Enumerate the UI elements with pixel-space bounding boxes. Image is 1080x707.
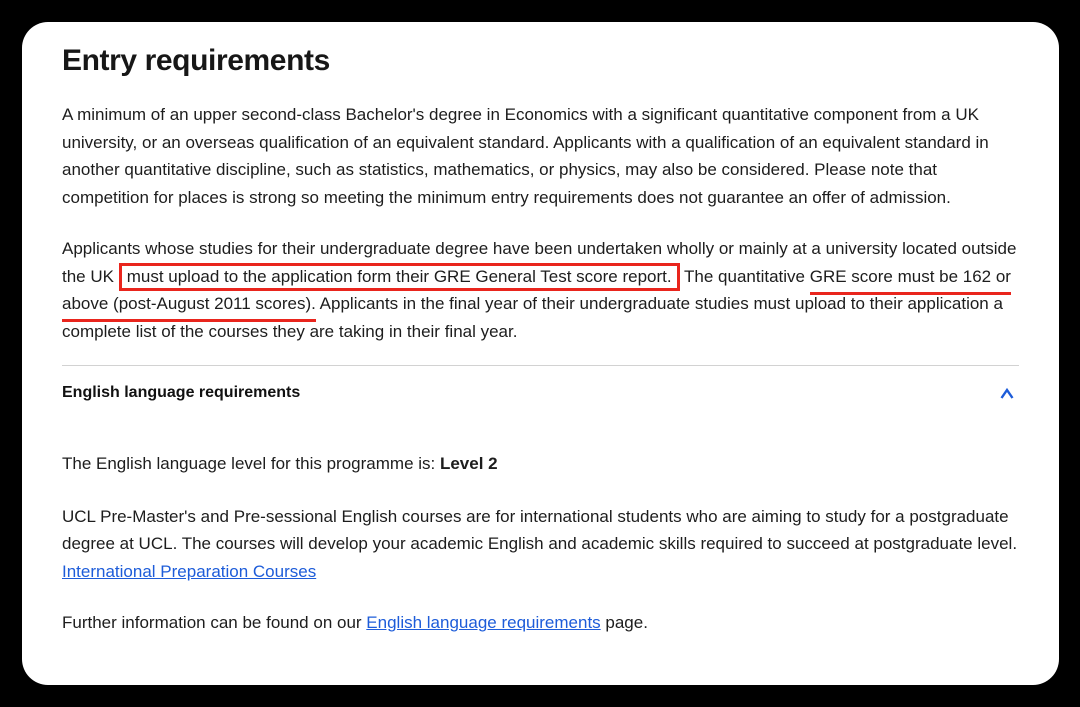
entry-requirements-paragraph [62, 101, 1019, 211]
entry-requirements-text: A minimum of an upper second-class Bachelor's degree in Economics with a significant quantitative component from a UK university, or an overseas qualification of an equivalent standard. Applicants with a qualification of an equivalent standard in another quantitative discipline, such as statistics, mathematics, or physics, may also be considered. Please note that competition for places is strong so meeting the minimum entry requirements does not guarantee an offer of admission. [62, 105, 989, 207]
content-card [22, 22, 1059, 685]
gre-text-before: Applicants whose studies for their undergraduate degree have been undertaken wholly or mainly at a university located outside the UK [62, 239, 1017, 286]
english-level-value: Level 2 [439, 454, 498, 473]
english-level-line [62, 450, 1019, 478]
english-level-text: The English language level for this programme is: [62, 454, 440, 473]
further-information-line [62, 609, 1019, 637]
further-info-text-after: page. [600, 613, 648, 632]
international-preparation-courses-link[interactable]: International Preparation Courses [62, 561, 317, 581]
section-divider [62, 365, 1019, 366]
pre-sessional-paragraph [62, 503, 1019, 586]
gre-text-after: Applicants in the final year of their undergraduate studies must upload to their application a complete list of the courses they are taking in their final year. [62, 294, 1003, 341]
chevron-up-icon [999, 387, 1015, 400]
english-language-requirements-link[interactable]: English language requirements [366, 613, 601, 632]
further-info-text-before: Further information can be found on our [62, 613, 367, 632]
gre-text-mid: The quantitative [679, 266, 810, 286]
accordion-title: English language requirements [62, 384, 301, 401]
gre-upload-highlight-box: must upload to the application form their GRE General Test score report. [119, 263, 680, 291]
pre-sessional-text: UCL Pre-Master's and Pre-sessional English courses are for international students who are aiming to study for a postgraduate degree at UCL. The courses will develop your academic English and academic skills required to succeed at postgraduate level. [62, 506, 1018, 553]
gre-score-underline-highlight: GRE score must be 162 or above (post-August 2011 scores). [62, 267, 1011, 323]
gre-paragraph [62, 235, 1019, 345]
english-language-requirements-accordion[interactable] [62, 382, 1019, 404]
page-title: Entry requirements [62, 44, 330, 77]
